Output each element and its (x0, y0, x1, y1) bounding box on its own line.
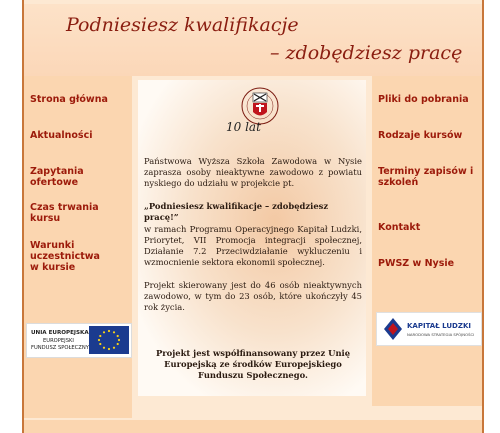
main-content (138, 80, 366, 396)
nav-pwsz[interactable]: PWSZ w Nysie (378, 258, 455, 269)
eu-logo (26, 323, 132, 358)
kapital-ludzki-icon (383, 317, 403, 341)
nav-offers[interactable]: Zapytania ofertowe (30, 166, 84, 188)
nav-news[interactable]: Aktualności (30, 130, 93, 141)
eu-logo-line2: EUROPEJSKI (43, 338, 74, 344)
nav-course-types[interactable]: Rodzaje kursów (378, 130, 463, 141)
project-title-quote: „Podniesiesz kwalifikacje – zdobędziesz pracę!” (144, 201, 329, 222)
nav-participation-terms[interactable]: Warunki uczestnictwa w kursie (30, 240, 100, 273)
kl-title: KAPITAŁ LUDZKI (407, 322, 471, 330)
nav-contact[interactable]: Kontakt (378, 222, 421, 233)
target-paragraph: Projekt skierowany jest do 46 osób nieaktywnych zawodowo, w tym do 23 osób, które ukończyły 45 rok życia. (144, 280, 362, 312)
header-title-line1: Podniesiesz kwalifikacje (66, 14, 299, 36)
nav-home[interactable]: Strona główna (30, 94, 108, 105)
kl-subtitle: NARODOWA STRATEGIA SPÓJNOŚCI (407, 332, 475, 337)
university-logo (220, 86, 284, 148)
left-navigation (24, 76, 132, 418)
eu-logo-line3: FUNDUSZ SPOŁECZNY (31, 345, 89, 351)
nav-schedule[interactable]: Terminy zapisów i szkoleń (378, 166, 474, 188)
header-banner (24, 4, 482, 76)
intro-paragraph: Państwowa Wyższa Szkoła Zawodowa w Nysie zaprasza osoby nieaktywne zawodowo z powiatu nyskiego do udziału w projekcie pt. (144, 156, 362, 188)
kapital-ludzki-logo (376, 312, 482, 346)
eu-logo-line1: UNIA EUROPEJSKA (31, 330, 89, 336)
nav-downloads[interactable]: Pliki do pobrania (378, 94, 469, 105)
nav-course-duration[interactable]: Czas trwania kursu (30, 202, 99, 224)
cofunding-note: Projekt jest współfinansowany przez Unię Europejską ze środków Europejskiego Funduszu Społecznego. (155, 348, 351, 380)
university-seal-icon (220, 86, 284, 148)
program-paragraph: w ramach Programu Operacyjnego Kapitał Ludzki, Priorytet, VII Promocja integracji społecznej, Działanie 7.2 Przeciwdziałanie wykluczeniu i wzmocnienie sektora ekonomii społecznej. (144, 224, 362, 267)
eu-flag-icon (89, 326, 129, 354)
anniversary-label: 10 lat (226, 120, 261, 134)
header-title-line2: – zdobędziesz pracę (270, 42, 463, 64)
footer-bar (24, 420, 482, 433)
right-navigation (372, 76, 482, 406)
